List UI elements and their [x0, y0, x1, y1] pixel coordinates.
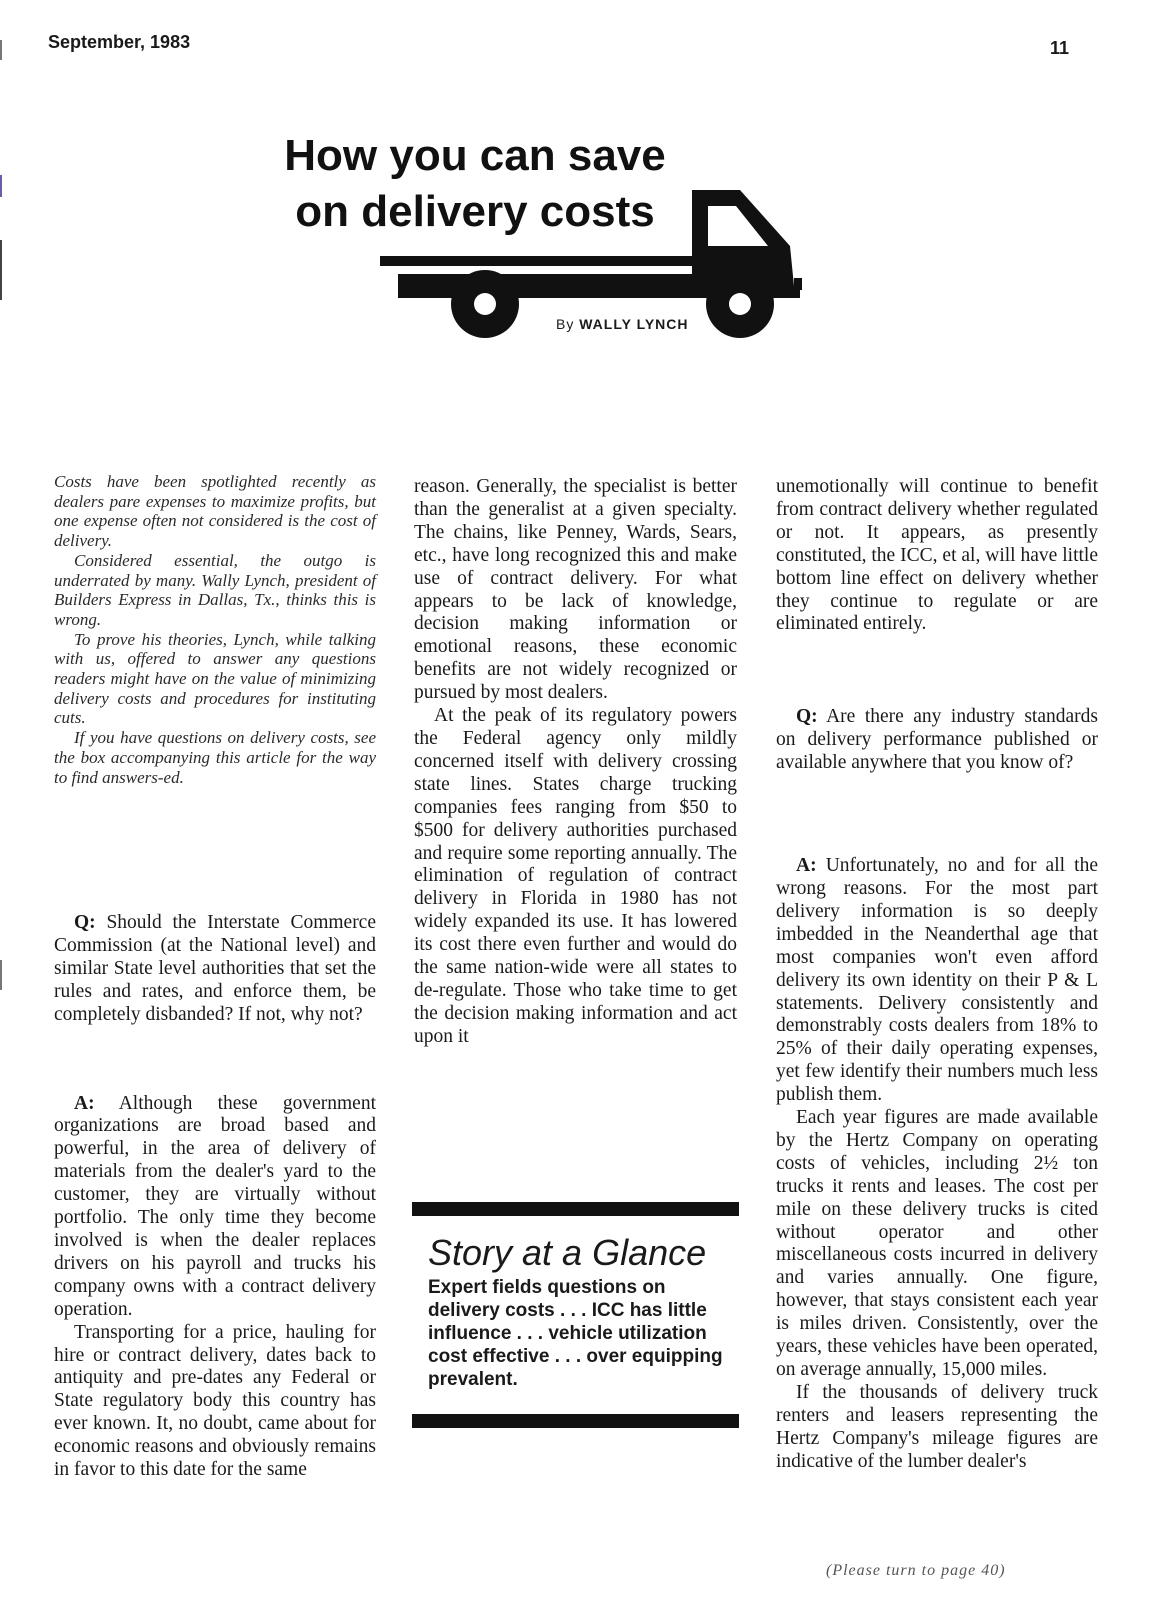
body-paragraph: reason. Generally, the specialist is better than the generalist at a given specialty. The chains, like Penney, Wards, Sears, etc., have long recognized this and make use of contract delivery. For what appears to be lack of knowledge, decision making information or emotional reasons, these economic benefits are not widely recognized or pursued by most dealers. [414, 476, 737, 704]
answer-label: A: [74, 1092, 95, 1114]
question-text: Should the Interstate Commerce Commission (at the National level) and similar State level authorities that set the rules and rates, and enforce them, be completely disbanded? If not, why not? [54, 912, 376, 1025]
article-title-line2: on delivery costs [295, 187, 655, 236]
column-3-body [776, 476, 1098, 1474]
front-wheel-hub [729, 293, 751, 315]
truck-bed-top [380, 256, 698, 266]
intro-blurb [54, 472, 376, 787]
byline [556, 316, 689, 332]
scan-edge-mark [0, 960, 2, 990]
body-paragraph: Each year figures are made available by the Hertz Company on operating costs of vehicles, including 2½ ton trucks it rents and leases. The cost per mile on these delivery trucks is cited without operator and other miscellaneous costs incurred in delivery and varies annually. One figure, however, that stays consistent each year is miles driven. Consistently, over the years, these vehicles have been operated, on average annually, 15,000 miles. [776, 1107, 1098, 1380]
body-paragraph: unemotionally will continue to benefit from contract delivery whether regulated or not. It appears, as presently constituted, the ICC, et al, will have little bottom line effect on delivery whether they continue to regulate or are eliminated entirely. [776, 476, 1098, 635]
body-paragraph: At the peak of its regulatory powers the Federal agency only mildly concerned itself with delivery crossing state lines. States charge trucking companies fees ranging from $50 to $500 for delivery authorities purchased and require some reporting annually. The elimination of regulation of contract delivery in Florida in 1980 has not widely expanded its use. It has lowered its cost there even further and would do the same nation-wide were all states to de-regulate. Those who take time to get the decision making information and act upon it [414, 705, 737, 1047]
intro-paragraph: Considered essential, the outgo is underrated by many. Wally Lynch, president of Builders Express in Dallas, Tx., thinks this is wrong. [54, 550, 376, 629]
scan-edge-mark [0, 40, 2, 60]
answer-label: A: [796, 855, 817, 877]
answer-text: Although these government organizations are broad based and powerful, in the area of delivery of materials from the dealer's yard to the customer, they are virtually without portfolio. The only time they become involved is when the dealer replaces drivers on his payroll and trucks his company owns with a contract delivery operation. [54, 1092, 376, 1320]
byline-prefix: By [556, 316, 575, 332]
question-label: Q: [74, 912, 96, 933]
continued-line: (Please turn to page 40) [826, 1562, 1006, 1579]
issue-date: September, 1983 [48, 32, 191, 52]
rear-wheel-hub [474, 293, 496, 315]
column-1-body [54, 912, 376, 1482]
intro-paragraph: Costs have been spotlighted recently as dealers pare expenses to maximize profits, but one expense often not considered is the cost of delivery. [54, 472, 376, 551]
scan-edge-mark [0, 240, 2, 300]
body-paragraph: If the thousands of delivery truck renters and leasers representing the Hertz Company's mileage figures are indicative of the lumber dealer's [776, 1381, 1098, 1472]
intro-paragraph: To prove his theories, Lynch, while talking with us, offered to answer any questions readers might have on the value of minimizing delivery costs and procedures for instituting cuts. [54, 629, 376, 728]
page-number: 11 [1050, 38, 1070, 58]
body-paragraph: Transporting for a price, hauling for hire or contract delivery, dates back to antiquity and pre-dates any Federal or State regulatory body this country has ever known. It, no doubt, came about for economic reasons and obviously remains in favor to this date for the same [54, 1321, 376, 1481]
scan-edge-mark [0, 175, 2, 197]
answer-1 [54, 1093, 376, 1322]
question-label: Q: [796, 706, 818, 728]
article-title-line1: How you can save [284, 131, 666, 180]
glance-body: Expert fields questions on delivery costs . . . ICC has little influence . . . vehicle utilization cost effective . . . over equipping prevalent. [428, 1277, 723, 1390]
column-2-body [414, 476, 737, 1049]
glance-bottom-rule [412, 1414, 739, 1428]
answer-2 [776, 855, 1098, 1107]
intro-paragraph: If you have questions on delivery costs, see the box accompanying this article for the way to find answers-ed. [54, 728, 376, 787]
byline-author: WALLY LYNCH [579, 316, 689, 332]
question-text: Are there any industry standards on delivery performance published or available anywhere that you know of? [776, 706, 1098, 774]
truck-bed [398, 274, 698, 298]
question-2 [776, 706, 1098, 775]
glance-top-rule [412, 1202, 739, 1216]
question-1 [54, 912, 376, 1027]
glance-title: Story at a Glance [428, 1232, 707, 1273]
answer-text: Unfortunately, no and for all the wrong reasons. For the most part delivery information is so deeply imbedded in the Neanderthal age that most companies won't even afford delivery its own identity on their P & L statements. Delivery consistently and demonstrably costs dealers from 18% to 25% of their daily operating expenses, yet few identify their numbers much less publish them. [776, 855, 1098, 1106]
truck-bumper [794, 278, 802, 290]
